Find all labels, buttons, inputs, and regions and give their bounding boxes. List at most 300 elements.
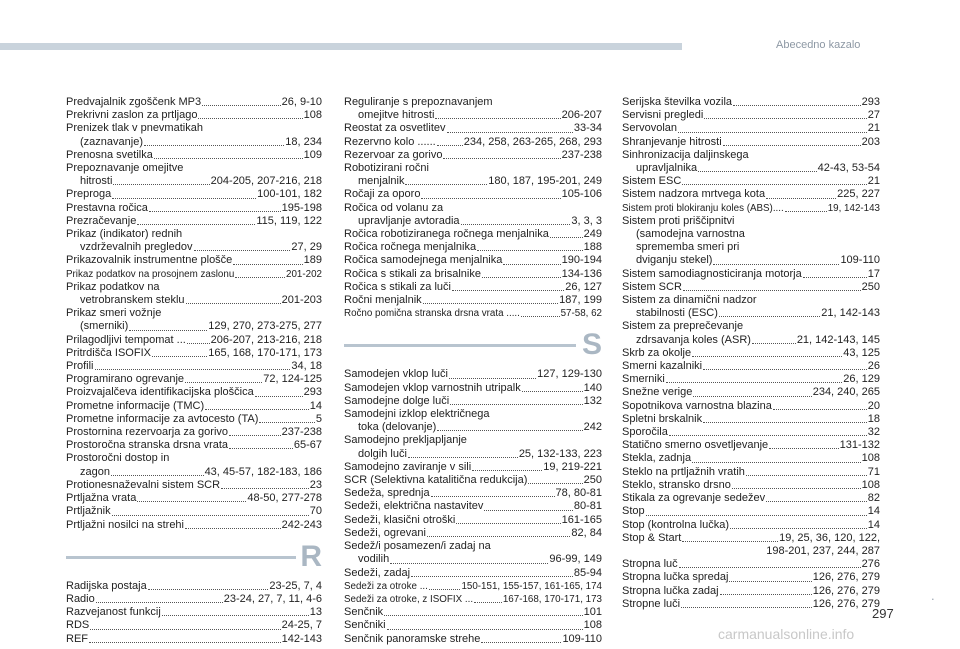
- dot-leader: [698, 171, 816, 172]
- entry-term: Prenosna svetilka: [66, 148, 153, 161]
- dot-leader: [112, 515, 309, 516]
- index-entry: [344, 294, 602, 307]
- dot-leader: [435, 118, 560, 119]
- entry-pages: 27: [867, 109, 880, 122]
- index-entry: [622, 505, 880, 518]
- entry-term: Steklo, stransko drsno: [622, 478, 731, 491]
- entry-term: upravljanje avtoradia: [358, 214, 460, 227]
- entry-term: Stekla, zadnja: [622, 452, 692, 465]
- entry-term: Ročno pomična stranska drsna vrata .....: [344, 308, 520, 320]
- entry-pages: 26, 127: [565, 280, 602, 293]
- index-entry: [344, 474, 602, 487]
- entry-term: Prometne informacije (TMC): [66, 399, 205, 412]
- entry-pages: 19, 25, 36, 120, 122,: [779, 531, 880, 544]
- dot-leader: [148, 589, 269, 590]
- index-entry: [344, 633, 602, 646]
- entry-pages: 201-202: [286, 268, 322, 280]
- entry-pages: 188: [583, 241, 602, 254]
- entry-pages: 109: [303, 148, 322, 161]
- entry-term: Sporočila: [622, 426, 668, 439]
- page-number: 297: [872, 606, 894, 621]
- entry-pages: 161-165: [561, 513, 602, 526]
- dot-leader: [229, 435, 281, 436]
- index-entry: [344, 188, 602, 201]
- index-column-1: [66, 96, 322, 646]
- dot-leader: [449, 378, 536, 379]
- entry-term: omejitve hitrosti: [358, 109, 435, 122]
- section-divider: [344, 344, 576, 347]
- section-letter: S: [581, 328, 602, 362]
- index-entry: [66, 373, 322, 386]
- index-entry: [622, 373, 880, 386]
- index-entry: [66, 254, 322, 267]
- dot-leader: [149, 211, 281, 212]
- entry-pages: 293: [303, 386, 322, 399]
- dot-leader: [421, 198, 560, 199]
- dot-leader: [481, 642, 561, 643]
- entry-pages: 180, 187, 195-201, 249: [488, 175, 602, 188]
- entry-pages: 21, 142-143: [821, 307, 880, 320]
- dot-leader: [259, 422, 315, 423]
- entry-term-line: Prikaz (indikator) rednih: [66, 228, 183, 241]
- entry-term: Prostornina rezervoarja za gorivo: [66, 426, 229, 439]
- index-entry: [344, 580, 602, 593]
- index-entry: [66, 241, 322, 254]
- index-entry: [344, 254, 602, 267]
- entry-pages: 189: [303, 254, 322, 267]
- index-entry: [66, 215, 322, 228]
- entry-term: Prestavna ročica: [66, 201, 148, 214]
- dot-leader: [437, 430, 582, 431]
- entry-pages: 237-238: [561, 148, 602, 161]
- entry-term: stabilnosti (ESC): [636, 307, 718, 320]
- entry-pages: 85-94: [573, 566, 602, 579]
- dot-leader: [477, 250, 583, 251]
- entry-term: Prekrivni zaslon za prtljago: [66, 109, 198, 122]
- entry-pages: 190-194: [561, 254, 602, 267]
- entry-term: Samodejno zaviranje v sili: [344, 460, 472, 473]
- index-entry: [66, 386, 322, 399]
- entry-term: dviganju stekel): [636, 254, 713, 267]
- entry-term: Servisni pregledi: [622, 109, 704, 122]
- dot-leader: [461, 224, 571, 225]
- entry-term: dolgih luči: [358, 447, 407, 460]
- entry-term: Stop: [622, 505, 645, 518]
- dot-leader: [447, 132, 573, 133]
- entry-term: menjalnik: [358, 175, 405, 188]
- index-entry: [344, 241, 602, 254]
- index-entry: [344, 136, 602, 149]
- entry-pages: 167-168, 170-171, 173: [502, 593, 602, 605]
- entry-term-line: Prostoročni dostop in: [66, 452, 170, 465]
- entry-term: Smerni kazalniki: [622, 360, 703, 373]
- dot-leader: [405, 184, 487, 185]
- entry-pages: 129, 270, 273-275, 277: [208, 320, 322, 333]
- dot-leader: [723, 145, 861, 146]
- index-entry: [622, 360, 880, 373]
- entry-term: REF: [66, 632, 88, 645]
- index-entry: [344, 109, 602, 122]
- entry-term: Sistem ESC: [622, 175, 682, 188]
- entry-pages: 109-110: [562, 632, 602, 645]
- entry-term: Sedeža, sprednja: [344, 487, 430, 500]
- entry-term: Rezervno kolo ......: [344, 135, 436, 148]
- index-entry: [622, 188, 880, 201]
- entry-term: Stop & Start: [622, 531, 682, 544]
- entry-pages: 82, 84: [571, 526, 602, 539]
- index-entry: [66, 175, 322, 188]
- entry-pages: 26: [867, 360, 880, 373]
- dot-leader: [769, 448, 838, 449]
- entry-term: Stropna luč: [622, 558, 678, 571]
- entry-pages: 13: [309, 606, 322, 619]
- index-entry: [344, 149, 602, 162]
- dot-leader: [484, 510, 572, 511]
- index-entry: [344, 500, 602, 513]
- entry-term: Ročica s stikali za brisalnike: [344, 267, 481, 280]
- dot-leader: [678, 132, 867, 133]
- entry-pages: 26, 129: [843, 373, 880, 386]
- index-entry: [622, 585, 880, 598]
- index-entry: [622, 466, 880, 479]
- entry-term: Sistem nadzora mrtvega kota: [622, 188, 766, 201]
- entry-pages: 100-101, 182: [257, 188, 322, 201]
- index-entry: [622, 519, 880, 532]
- dot-leader: [450, 404, 582, 405]
- entry-term: Stropne luči: [622, 597, 681, 610]
- dot-leader: [112, 198, 256, 199]
- entry-term: Samodejen vklop varnostnih utripalk: [344, 381, 521, 394]
- entry-term-line: (samodejna varnostna: [636, 228, 745, 241]
- entry-pages: 134-136: [561, 267, 602, 280]
- header-bar: [0, 43, 682, 50]
- entry-pages: 165, 168, 170-171, 173: [208, 346, 322, 359]
- entry-term: upravljalnika: [636, 162, 698, 175]
- index-entry: [66, 96, 322, 109]
- entry-pages: 132: [583, 394, 602, 407]
- index-entry: [66, 400, 322, 413]
- dot-leader: [693, 396, 811, 397]
- index-entry: [66, 593, 322, 606]
- entry-term: Ročica samodejnega menjalnika: [344, 254, 503, 267]
- entry-pages: 5: [315, 412, 322, 425]
- entry-term: Sistem proti blokiranju koles (ABS)....: [622, 202, 784, 214]
- index-entry: [622, 334, 880, 347]
- entry-pages: 206-207: [561, 109, 602, 122]
- dot-leader: [682, 184, 866, 185]
- index-entry: [66, 347, 322, 360]
- entry-pages: 150-151, 155-157, 161-165, 174: [461, 580, 602, 592]
- entry-term: vetrobranskem steklu: [80, 294, 185, 307]
- index-entry: [344, 368, 602, 381]
- entry-term: Snežne verige: [622, 386, 693, 399]
- dot-leader: [198, 118, 302, 119]
- entry-term: Spletni brskalnik: [622, 412, 703, 425]
- index-entry: [344, 448, 602, 461]
- dot-leader: [202, 105, 281, 106]
- entry-term: Sopotnikova varnostna blazina: [622, 399, 772, 412]
- index-entry: [622, 386, 880, 399]
- entry-term-line: Sistem za preprečevanje: [622, 320, 744, 333]
- entry-term: Protionesnaževalni sistem SCR: [66, 478, 221, 491]
- entry-term-line: Samodejno prekljapljanje: [344, 434, 467, 447]
- entry-term: zdrsavanja koles (ASR): [636, 333, 751, 346]
- entry-pages: 80-81: [573, 500, 602, 513]
- index-entry: [66, 479, 322, 492]
- dot-leader: [390, 563, 548, 564]
- section-header: [66, 540, 322, 574]
- section-divider: [66, 556, 296, 559]
- index-entry: [622, 109, 880, 122]
- entry-term-line: Prikaz smeri vožnje: [66, 307, 162, 320]
- entry-term: (zaznavanje): [80, 135, 143, 148]
- dot-leader: [144, 145, 284, 146]
- dot-leader: [185, 528, 281, 529]
- entry-term: Rezervoar za gorivo: [344, 148, 443, 161]
- dot-leader: [456, 523, 560, 524]
- entry-pages: 26, 9-10: [281, 96, 322, 108]
- entry-pages: 126, 276, 279: [812, 571, 880, 584]
- entry-term: Ročica robotiziranega ročnega menjalnika: [344, 228, 549, 241]
- entry-pages: 108: [583, 619, 602, 632]
- entry-pages: 108: [861, 478, 880, 491]
- entry-pages: 14: [867, 518, 880, 531]
- entry-term: Sistem samodiagnosticiranja motorja: [622, 267, 802, 280]
- dot-leader: [550, 237, 583, 238]
- entry-term: Prikazovalnik instrumentne plošče: [66, 254, 233, 267]
- entry-term: Sedeži, klasični otroški: [344, 513, 456, 526]
- entry-pages: 20: [867, 399, 880, 412]
- dot-leader: [692, 462, 861, 463]
- entry-pages: 242: [583, 421, 602, 434]
- dot-leader: [682, 541, 778, 542]
- index-entry: [344, 281, 602, 294]
- entry-term: (smerniki): [80, 320, 129, 333]
- index-entry: [344, 307, 602, 320]
- index-column-3: [622, 96, 880, 611]
- dot-leader: [669, 435, 867, 436]
- index-entry: [66, 606, 322, 619]
- entry-pages-continued: 198-201, 237, 244, 287: [766, 544, 880, 557]
- entry-pages: 14: [309, 399, 322, 412]
- entry-pages: 250: [583, 474, 602, 487]
- dot-leader: [387, 629, 583, 630]
- index-entry: [66, 580, 322, 593]
- index-entry: [344, 461, 602, 474]
- entry-pages: 276: [861, 558, 880, 571]
- index-entry: [622, 400, 880, 413]
- index-entry: [344, 421, 602, 434]
- entry-term: Stikala za ogrevanje sedežev: [622, 492, 766, 505]
- entry-pages: 204-205, 207-216, 218: [210, 175, 322, 188]
- entry-pages: 234, 258, 263-265, 268, 293: [463, 135, 602, 148]
- dot-leader: [746, 475, 867, 476]
- entry-pages: 250: [861, 280, 880, 293]
- index-entry: [622, 532, 880, 545]
- entry-pages: 293: [861, 96, 880, 108]
- dot-leader: [766, 198, 836, 199]
- entry-pages: 96-99, 149: [549, 553, 602, 566]
- entry-pages: 3, 3, 3: [571, 214, 602, 227]
- entry-term: toka (delovanje): [358, 421, 437, 434]
- dot-leader: [89, 642, 281, 643]
- dot-leader: [95, 369, 291, 370]
- dot-leader: [423, 303, 559, 304]
- dot-leader: [186, 303, 281, 304]
- dot-leader: [703, 422, 867, 423]
- entry-pages: 27, 29: [291, 241, 322, 254]
- entry-term: Razvejanost funkcij: [66, 606, 161, 619]
- dot-leader: [522, 391, 583, 392]
- dot-leader: [408, 457, 518, 458]
- index-entry: [66, 439, 322, 452]
- dot-leader: [129, 330, 207, 331]
- entry-pages: 82: [867, 492, 880, 505]
- dot-leader: [692, 356, 842, 357]
- entry-pages: 21, 142-143, 145: [796, 333, 880, 346]
- entry-pages: 115, 119, 122: [256, 214, 322, 227]
- index-entry: [66, 334, 322, 347]
- entry-term: Skrb za okolje: [622, 346, 692, 359]
- entry-pages: 126, 276, 279: [812, 597, 880, 610]
- index-entry: [66, 136, 322, 149]
- dot-leader: [113, 184, 209, 185]
- entry-term: Prostoročna stranska drsna vrata: [66, 439, 229, 452]
- dot-leader: [162, 615, 309, 616]
- entry-term-line: Samodejni izklop električnega: [344, 408, 490, 421]
- entry-term: Prtljažnik: [66, 505, 111, 518]
- index-entry: [66, 188, 322, 201]
- entry-pages: 42-43, 53-54: [817, 162, 880, 175]
- entry-pages: 201-203: [281, 294, 322, 307]
- dot-leader: [785, 211, 827, 212]
- entry-term-line: Prepoznavanje omejitve: [66, 162, 184, 175]
- dot-leader: [681, 607, 812, 608]
- entry-term: Steklo na prtljažnih vratih: [622, 465, 745, 478]
- entry-term: Ročni menjalnik: [344, 294, 422, 307]
- dot-leader: [679, 567, 861, 568]
- entry-term-line: Prenizek tlak v pnevmatikah: [66, 122, 203, 135]
- entry-pages: 78, 80-81: [555, 487, 602, 500]
- index-entry: [344, 619, 602, 632]
- entry-pages: 237-238: [281, 426, 322, 439]
- entry-term: Stropna lučka spredaj: [622, 571, 729, 584]
- dot-leader: [766, 501, 867, 502]
- entry-term: Samodejen vklop luči: [344, 368, 448, 381]
- watermark: carmanualsonline.info: [718, 626, 855, 642]
- index-entry: [622, 571, 880, 584]
- entry-pages: 25, 132-133, 223: [518, 447, 602, 460]
- entry-pages: 108: [861, 452, 880, 465]
- entry-term: Samodejne dolge luči: [344, 394, 450, 407]
- entry-pages: 43, 125: [843, 346, 880, 359]
- section-letter: R: [300, 539, 322, 573]
- entry-term: Profili: [66, 360, 94, 373]
- entry-pages: 57-58, 62: [560, 308, 602, 320]
- dot-leader: [437, 145, 463, 146]
- entry-pages: 19, 219-221: [543, 460, 602, 473]
- dot-leader: [733, 105, 861, 106]
- index-entry: [66, 109, 322, 122]
- index-entry: [66, 466, 322, 479]
- index-entry: [344, 395, 602, 408]
- index-entry: [622, 558, 880, 571]
- dot-leader: [137, 224, 255, 225]
- dot-leader: [384, 615, 583, 616]
- dot-leader: [185, 382, 262, 383]
- entry-term: Prezračevanje: [66, 214, 137, 227]
- index-entry: [622, 413, 880, 426]
- entry-term: SCR (Selektivna katalitična redukcija): [344, 474, 528, 487]
- index-entry: [344, 228, 602, 241]
- entry-term: Ročica s stikali za luči: [344, 280, 451, 293]
- entry-pages: 127, 129-130: [537, 368, 602, 381]
- entry-term-line: Sinhronizacija daljinskega: [622, 148, 749, 161]
- index-entry: [622, 122, 880, 135]
- dot-leader: [752, 343, 796, 344]
- index-entry: [622, 598, 880, 611]
- entry-term: Sedeži, zadaj: [344, 566, 411, 579]
- entry-pages: 242-243: [281, 518, 322, 531]
- dot-leader: [229, 448, 293, 449]
- entry-term-line: Prikaz podatkov na: [66, 280, 160, 293]
- entry-pages: 24-25, 7: [281, 619, 322, 632]
- entry-pages: 21: [867, 175, 880, 188]
- section-header: [344, 328, 602, 362]
- entry-pages: 126, 276, 279: [812, 584, 880, 597]
- dot-leader: [96, 602, 223, 603]
- entry-term: Predvajalnik zgoščenk MP3: [66, 96, 202, 108]
- dot-leader: [221, 488, 309, 489]
- entry-pages: 32: [867, 426, 880, 439]
- entry-term: Senčnik: [344, 606, 384, 619]
- entry-term: Sedeži za otroke ...: [344, 580, 428, 592]
- entry-term: Serijska številka vozila: [622, 96, 733, 108]
- index-entry: [344, 514, 602, 527]
- entry-term: Programirano ogrevanje: [66, 373, 185, 386]
- entry-pages: 187, 199: [559, 294, 602, 307]
- entry-term: Preproga: [66, 188, 112, 201]
- dot-leader: [646, 515, 867, 516]
- dot-leader: [732, 488, 861, 489]
- index-entry: [344, 382, 602, 395]
- dot-leader: [482, 277, 561, 278]
- index-entry: [344, 527, 602, 540]
- entry-pages: 206-207, 213-216, 218: [210, 333, 322, 346]
- entry-term: Sedeži, električna nastavitev: [344, 500, 484, 513]
- index-entry: [344, 606, 602, 619]
- dot-leader: [452, 290, 564, 291]
- page-header-title: Abecedno kazalo: [776, 39, 861, 51]
- index-entry: [622, 492, 880, 505]
- index-entry: [344, 175, 602, 188]
- entry-term-line: Reguliranje s prepoznavanjem: [344, 96, 493, 108]
- dot-leader: [472, 470, 542, 471]
- index-entry: [622, 347, 880, 360]
- dot-leader: [427, 536, 570, 537]
- entry-pages: 225, 227: [837, 188, 880, 201]
- index-entry: [66, 619, 322, 632]
- entry-pages: 70: [309, 505, 322, 518]
- dot-leader: [503, 264, 560, 265]
- index-entry: [344, 487, 602, 500]
- corner-mark: .: [931, 588, 935, 603]
- index-entry: [622, 426, 880, 439]
- entry-pages: 71: [867, 465, 880, 478]
- entry-pages: 105-106: [561, 188, 602, 201]
- entry-term: Stop (kontrolna lučka): [622, 518, 729, 531]
- dot-leader: [521, 316, 560, 317]
